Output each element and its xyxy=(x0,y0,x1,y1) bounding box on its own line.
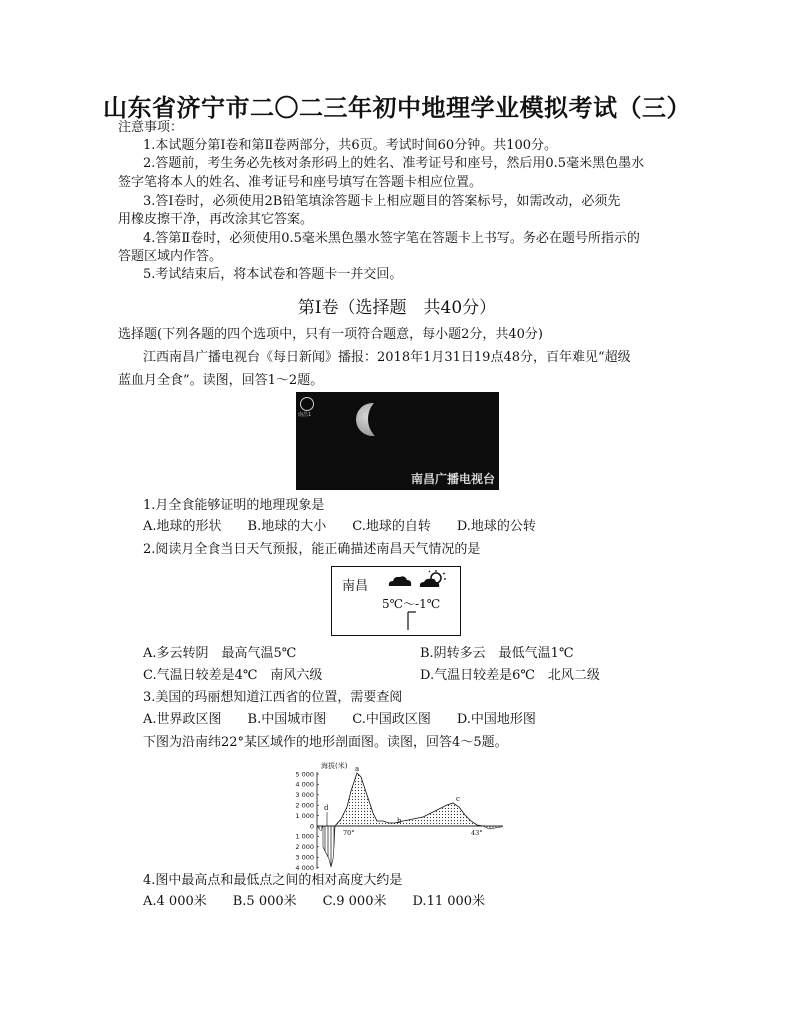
y-tick-label: 2 000 xyxy=(295,843,314,852)
lon-label-70: 70° xyxy=(343,829,355,837)
y-tick-label: 0 xyxy=(309,822,314,831)
question-options: A.地球的形状 B.地球的大小 C.地球的自转 D.地球的公转 xyxy=(143,519,536,534)
question-stem: 1.月全食能够证明的地理现象是 xyxy=(143,498,325,513)
point-label-b: b xyxy=(397,817,402,825)
earth-shadow xyxy=(368,397,406,441)
exam-title: 山东省济宁市二〇二三年初中地理学业模拟考试（三） xyxy=(103,94,691,122)
instructions: 选择题(下列各题的四个选项中，只有一项符合题意，每小题2分，共40分) xyxy=(118,327,543,342)
question-options: A.4 000米 B.5 000米 C.9 000米 D.11 000米 xyxy=(143,894,486,909)
passage-line: 蓝血月全食”。读图，回答1～2题。 xyxy=(118,373,324,388)
lon-label-43: 43° xyxy=(471,829,483,837)
notice-line: 用橡皮擦干净，再改涂其它答案。 xyxy=(118,212,314,227)
section-title: 第Ⅰ卷（选择题 共40分） xyxy=(297,298,497,318)
tv-logo-text: 南昌1 xyxy=(298,412,312,418)
question-stem: 3.美国的玛丽想知道江西省的位置，需要查阅 xyxy=(143,690,403,705)
y-axis-label: 海拔(米) xyxy=(321,762,348,770)
coastal-shelf xyxy=(317,826,323,831)
y-tick-label: 5 000 xyxy=(295,770,314,779)
option: B.阴转多云 最低气温1℃ xyxy=(420,646,574,661)
y-tick-label: 3 000 xyxy=(295,791,314,800)
notice-line: 2.答题前，考生务必先核对条形码上的姓名、准考证号和座号，然后用0.5毫米黑色墨水 xyxy=(143,156,645,171)
question-options: A.世界政区图 B.中国城市图 C.中国政区图 D.中国地形图 xyxy=(143,712,536,727)
point-label-d: d xyxy=(324,804,329,812)
land-profile xyxy=(335,773,483,826)
weather-forecast-box xyxy=(331,566,461,636)
wind-symbol-icon xyxy=(406,611,420,631)
notice-line: 签字笔将本人的姓名、准考证号和座号填写在答题卡相应位置。 xyxy=(118,175,483,190)
y-tick-label: 1 000 xyxy=(295,811,314,820)
question-stem: 4.图中最高点和最低点之间的相对高度大约是 xyxy=(143,873,403,888)
y-tick-label: 4 000 xyxy=(295,780,314,789)
y-tick-label: 2 000 xyxy=(295,801,314,810)
option: D.气温日较差是6℃ 北风二级 xyxy=(420,668,600,683)
notice-line: 答题区域内作答。 xyxy=(118,249,223,264)
notice-line: 5.考试结束后，将本试卷和答题卡一并交回。 xyxy=(143,267,403,282)
passage-line: 下图为沿南纬22°某区域作的地形剖面图。读图，回答4～5题。 xyxy=(143,735,508,750)
cloudy-icon xyxy=(386,573,414,589)
option: A.多云转阴 最高气温5℃ xyxy=(143,646,297,661)
photo-watermark: 南昌广播电视台 xyxy=(410,472,495,486)
notice-line: 3.答Ⅰ卷时，必须使用2B铅笔填涂答题卡上相应题目的答案标号，如需改动，必须先 xyxy=(143,194,621,209)
lunar-eclipse-photo xyxy=(296,392,499,490)
notice-heading: 注意事项： xyxy=(118,120,184,135)
weather-city: 南昌 xyxy=(342,579,369,594)
eastern-shelf xyxy=(483,826,503,829)
point-label-a: a xyxy=(355,765,360,773)
y-tick-label: 3 000 xyxy=(295,853,314,862)
y-tick-label: 4 000 xyxy=(295,863,314,872)
ocean-trench xyxy=(323,826,335,867)
cloud-sun-icon xyxy=(418,570,446,589)
weather-temp: 5℃～-1℃ xyxy=(382,597,441,611)
terrain-profile xyxy=(285,759,505,877)
tv-logo-icon xyxy=(300,397,314,411)
y-tick-label: 1 000 xyxy=(295,832,314,841)
notice-line: 4.答第Ⅱ卷时，必须使用0.5毫米黑色墨水签字笔在答题卡上书写。务必在题号所指示的 xyxy=(143,231,640,246)
passage-line: 江西南昌广播电视台《每日新闻》播报：2018年1月31日19点48分，百年难见“超级 xyxy=(143,350,631,365)
option: C.气温日较差是4℃ 南风六级 xyxy=(143,668,323,683)
question-stem: 2.阅读月全食当日天气预报，能正确描述南昌天气情况的是 xyxy=(143,542,481,557)
notice-line: 1.本试题分第Ⅰ卷和第Ⅱ卷两部分，共6页。考试时间60分钟。共100分。 xyxy=(143,138,558,153)
point-label-c: c xyxy=(456,795,460,803)
